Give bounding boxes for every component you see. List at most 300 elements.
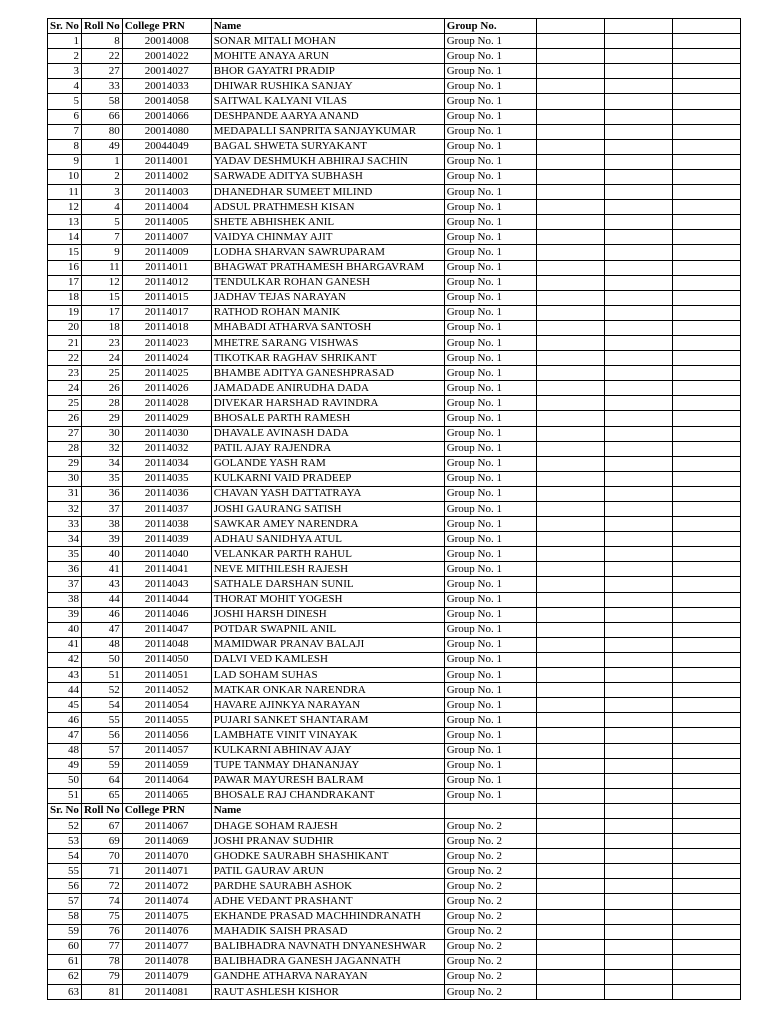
name-cell: TIKOTKAR RAGHAV SHRIKANT bbox=[211, 351, 444, 366]
empty-cell bbox=[672, 441, 740, 456]
roll-no-cell: 81 bbox=[81, 985, 122, 1000]
roll-no-cell: 79 bbox=[81, 969, 122, 984]
empty-cell bbox=[672, 154, 740, 169]
sr-no-cell: 8 bbox=[48, 139, 82, 154]
sr-no-cell: 24 bbox=[48, 381, 82, 396]
college-prn-cell: 20114065 bbox=[122, 788, 211, 803]
empty-cell bbox=[604, 366, 672, 381]
roll-no-cell: 76 bbox=[81, 924, 122, 939]
group-no-cell: Group No. 1 bbox=[444, 592, 536, 607]
roll-no-cell: 23 bbox=[81, 335, 122, 350]
roll-no-cell: 36 bbox=[81, 486, 122, 501]
name-cell: ADHAU SANIDHYA ATUL bbox=[211, 532, 444, 547]
college-prn-cell: 20114054 bbox=[122, 698, 211, 713]
name-cell: SARWADE ADITYA SUBHASH bbox=[211, 169, 444, 184]
table-row bbox=[48, 607, 741, 622]
roll-no-cell: 35 bbox=[81, 471, 122, 486]
empty-cell bbox=[672, 79, 740, 94]
sr-no-cell: 29 bbox=[48, 456, 82, 471]
college-prn-cell: 20114044 bbox=[122, 592, 211, 607]
empty-cell bbox=[604, 215, 672, 230]
empty-cell bbox=[672, 200, 740, 215]
group-no-cell: Group No. 1 bbox=[444, 245, 536, 260]
roll-no-cell: 7 bbox=[81, 230, 122, 245]
empty-cell bbox=[536, 200, 604, 215]
empty-cell bbox=[672, 622, 740, 637]
sr-no-cell: 41 bbox=[48, 637, 82, 652]
empty-cell bbox=[536, 909, 604, 924]
name-cell: TENDULKAR ROHAN GANESH bbox=[211, 275, 444, 290]
group-no-cell: Group No. 2 bbox=[444, 834, 536, 849]
empty-cell bbox=[604, 713, 672, 728]
empty-cell bbox=[672, 637, 740, 652]
empty-cell bbox=[536, 290, 604, 305]
college-prn-cell: 20114012 bbox=[122, 275, 211, 290]
group-no-cell: Group No. 1 bbox=[444, 743, 536, 758]
empty-cell bbox=[604, 939, 672, 954]
sr-no-cell: 53 bbox=[48, 834, 82, 849]
empty-cell bbox=[536, 743, 604, 758]
sr-no-cell: 27 bbox=[48, 426, 82, 441]
sr-no-cell: 60 bbox=[48, 939, 82, 954]
table-row bbox=[48, 909, 741, 924]
empty-cell bbox=[604, 879, 672, 894]
name-cell: RAUT ASHLESH KISHOR bbox=[211, 985, 444, 1000]
group-no-cell: Group No. 1 bbox=[444, 366, 536, 381]
sr-no-cell: 55 bbox=[48, 864, 82, 879]
empty-cell bbox=[536, 124, 604, 139]
college-prn-cell: 20114028 bbox=[122, 396, 211, 411]
empty-cell bbox=[604, 34, 672, 49]
roll-no-cell: 78 bbox=[81, 954, 122, 969]
name-cell: DHAGE SOHAM RAJESH bbox=[211, 818, 444, 833]
group-no-cell: Group No. 1 bbox=[444, 260, 536, 275]
empty-cell bbox=[604, 758, 672, 773]
roll-no-cell: 49 bbox=[81, 139, 122, 154]
empty-cell bbox=[672, 139, 740, 154]
group-no-cell: Group No. 1 bbox=[444, 622, 536, 637]
sr-no-cell: 4 bbox=[48, 79, 82, 94]
group-no-cell: Group No. 1 bbox=[444, 275, 536, 290]
sr-no-cell: 5 bbox=[48, 94, 82, 109]
college-prn-cell: 20114047 bbox=[122, 622, 211, 637]
empty-cell bbox=[672, 351, 740, 366]
table-row bbox=[48, 320, 741, 335]
table-row bbox=[48, 79, 741, 94]
table-row bbox=[48, 698, 741, 713]
sr-no-cell: 45 bbox=[48, 698, 82, 713]
group-no-cell: Group No. 1 bbox=[444, 320, 536, 335]
college-prn-cell: 20114005 bbox=[122, 215, 211, 230]
name-cell: PATIL AJAY RAJENDRA bbox=[211, 441, 444, 456]
college-prn-cell: 20114039 bbox=[122, 532, 211, 547]
table-row bbox=[48, 486, 741, 501]
name-cell: MAHADIK SAISH PRASAD bbox=[211, 924, 444, 939]
empty-cell bbox=[604, 743, 672, 758]
table-row bbox=[48, 169, 741, 184]
roll-no-cell: 80 bbox=[81, 124, 122, 139]
empty-cell bbox=[604, 622, 672, 637]
empty-cell bbox=[604, 335, 672, 350]
empty-cell bbox=[672, 426, 740, 441]
sr-no-cell: 21 bbox=[48, 335, 82, 350]
sr-no-cell: 42 bbox=[48, 652, 82, 667]
table-row bbox=[48, 124, 741, 139]
roll-no-cell: 43 bbox=[81, 577, 122, 592]
empty-cell bbox=[672, 124, 740, 139]
roll-no-cell: 59 bbox=[81, 758, 122, 773]
sr-no-cell: 51 bbox=[48, 788, 82, 803]
empty-cell bbox=[604, 698, 672, 713]
roll-no-cell: 28 bbox=[81, 396, 122, 411]
roll-no-cell: 3 bbox=[81, 185, 122, 200]
sr-no-cell: 62 bbox=[48, 969, 82, 984]
empty-cell bbox=[536, 607, 604, 622]
college-prn-cell: 20114036 bbox=[122, 486, 211, 501]
empty-cell bbox=[536, 803, 604, 818]
sr-no-cell: 46 bbox=[48, 713, 82, 728]
empty-cell bbox=[536, 758, 604, 773]
college-prn-cell: 20114015 bbox=[122, 290, 211, 305]
empty-cell bbox=[536, 305, 604, 320]
college-prn-cell: 20114003 bbox=[122, 185, 211, 200]
table-row bbox=[48, 260, 741, 275]
name-cell: DIVEKAR HARSHAD RAVINDRA bbox=[211, 396, 444, 411]
group-no-cell: Group No. 1 bbox=[444, 547, 536, 562]
name-cell: THORAT MOHIT YOGESH bbox=[211, 592, 444, 607]
roll-no-cell: 57 bbox=[81, 743, 122, 758]
empty-cell bbox=[536, 818, 604, 833]
group-no-cell: Group No. 1 bbox=[444, 230, 536, 245]
empty-cell bbox=[604, 200, 672, 215]
group-no-cell: Group No. 1 bbox=[444, 396, 536, 411]
college-prn-cell: 20114001 bbox=[122, 154, 211, 169]
sr-no-cell: 44 bbox=[48, 683, 82, 698]
empty-cell bbox=[672, 49, 740, 64]
empty-cell bbox=[604, 185, 672, 200]
sr-no-cell: 49 bbox=[48, 758, 82, 773]
sr-no-cell: 59 bbox=[48, 924, 82, 939]
empty-cell bbox=[672, 788, 740, 803]
empty-cell bbox=[536, 79, 604, 94]
empty-cell bbox=[536, 154, 604, 169]
roll-no-cell: 34 bbox=[81, 456, 122, 471]
empty-cell bbox=[536, 185, 604, 200]
group-no-cell: Group No. 1 bbox=[444, 441, 536, 456]
group-no-cell: Group No. 1 bbox=[444, 471, 536, 486]
table-row bbox=[48, 894, 741, 909]
empty-cell bbox=[672, 532, 740, 547]
empty-cell bbox=[672, 275, 740, 290]
roll-no-cell: 77 bbox=[81, 939, 122, 954]
roll-no-header: Roll No bbox=[81, 803, 122, 818]
college-prn-cell: 20114081 bbox=[122, 985, 211, 1000]
table-row bbox=[48, 743, 741, 758]
group-no-cell: Group No. 1 bbox=[444, 426, 536, 441]
group-no-cell: Group No. 1 bbox=[444, 773, 536, 788]
group-no-cell: Group No. 1 bbox=[444, 185, 536, 200]
name-cell: RATHOD ROHAN MANIK bbox=[211, 305, 444, 320]
empty-cell bbox=[672, 909, 740, 924]
empty-cell bbox=[604, 502, 672, 517]
empty-cell bbox=[672, 818, 740, 833]
name-cell: ADSUL PRATHMESH KISAN bbox=[211, 200, 444, 215]
empty-cell bbox=[672, 396, 740, 411]
empty-cell bbox=[536, 64, 604, 79]
name-cell: LODHA SHARVAN SAWRUPARAM bbox=[211, 245, 444, 260]
table-row bbox=[48, 335, 741, 350]
empty-cell bbox=[672, 803, 740, 818]
group-no-cell: Group No. 1 bbox=[444, 381, 536, 396]
roll-no-cell: 22 bbox=[81, 49, 122, 64]
empty-cell bbox=[604, 818, 672, 833]
group-no-cell: Group No. 1 bbox=[444, 154, 536, 169]
table-row bbox=[48, 939, 741, 954]
roll-no-cell: 69 bbox=[81, 834, 122, 849]
name-cell: JOSHI GAURANG SATISH bbox=[211, 502, 444, 517]
roll-no-cell: 48 bbox=[81, 637, 122, 652]
sr-no-cell: 37 bbox=[48, 577, 82, 592]
empty-cell bbox=[672, 698, 740, 713]
college-prn-cell: 20114043 bbox=[122, 577, 211, 592]
sr-no-cell: 35 bbox=[48, 547, 82, 562]
table-row bbox=[48, 788, 741, 803]
empty-cell bbox=[536, 592, 604, 607]
roll-no-cell: 66 bbox=[81, 109, 122, 124]
group-no-header: Group No. bbox=[444, 19, 536, 34]
name-cell: SHETE ABHISHEK ANIL bbox=[211, 215, 444, 230]
sr-no-cell: 6 bbox=[48, 109, 82, 124]
empty-cell bbox=[672, 894, 740, 909]
name-cell: PARDHE SAURABH ASHOK bbox=[211, 879, 444, 894]
college-prn-cell: 20114034 bbox=[122, 456, 211, 471]
name-cell: BALIBHADRA NAVNATH DNYANESHWAR bbox=[211, 939, 444, 954]
empty-cell bbox=[672, 411, 740, 426]
name-cell: GANDHE ATHARVA NARAYAN bbox=[211, 969, 444, 984]
empty-cell bbox=[672, 486, 740, 501]
name-cell: JADHAV TEJAS NARAYAN bbox=[211, 290, 444, 305]
empty-cell bbox=[672, 969, 740, 984]
sr-no-cell: 20 bbox=[48, 320, 82, 335]
empty-cell bbox=[672, 502, 740, 517]
group-no-cell: Group No. 1 bbox=[444, 64, 536, 79]
roll-no-cell: 38 bbox=[81, 517, 122, 532]
sr-no-cell: 19 bbox=[48, 305, 82, 320]
empty-cell bbox=[604, 562, 672, 577]
empty-cell bbox=[536, 396, 604, 411]
empty-cell bbox=[604, 985, 672, 1000]
empty-cell bbox=[604, 441, 672, 456]
empty-cell bbox=[604, 924, 672, 939]
roll-no-cell: 37 bbox=[81, 502, 122, 517]
roll-no-cell: 2 bbox=[81, 169, 122, 184]
empty-cell bbox=[604, 532, 672, 547]
college-prn-header: College PRN bbox=[122, 803, 211, 818]
group-no-cell: Group No. 1 bbox=[444, 486, 536, 501]
table-row bbox=[48, 109, 741, 124]
name-cell: VAIDYA CHINMAY AJIT bbox=[211, 230, 444, 245]
roll-no-cell: 58 bbox=[81, 94, 122, 109]
table-row bbox=[48, 215, 741, 230]
empty-cell bbox=[604, 577, 672, 592]
name-header: Name bbox=[211, 19, 444, 34]
name-cell: DALVI VED KAMLESH bbox=[211, 652, 444, 667]
college-prn-cell: 20114030 bbox=[122, 426, 211, 441]
empty-cell bbox=[604, 849, 672, 864]
college-prn-cell: 20114035 bbox=[122, 471, 211, 486]
name-cell: DHIWAR RUSHIKA SANJAY bbox=[211, 79, 444, 94]
table-row bbox=[48, 517, 741, 532]
empty-cell bbox=[536, 652, 604, 667]
empty-cell bbox=[672, 64, 740, 79]
name-cell: PAWAR MAYURESH BALRAM bbox=[211, 773, 444, 788]
college-prn-cell: 20114050 bbox=[122, 652, 211, 667]
sr-no-cell: 38 bbox=[48, 592, 82, 607]
college-prn-cell: 20114046 bbox=[122, 607, 211, 622]
empty-cell bbox=[536, 441, 604, 456]
group-no-cell: Group No. 1 bbox=[444, 94, 536, 109]
group-no-cell: Group No. 1 bbox=[444, 215, 536, 230]
group-no-cell: Group No. 2 bbox=[444, 909, 536, 924]
table-row bbox=[48, 969, 741, 984]
group-no-cell: Group No. 1 bbox=[444, 34, 536, 49]
empty-cell bbox=[604, 79, 672, 94]
table-body bbox=[48, 19, 741, 1000]
sr-no-cell: 40 bbox=[48, 622, 82, 637]
group-no-cell: Group No. 1 bbox=[444, 728, 536, 743]
empty-cell bbox=[672, 924, 740, 939]
sr-no-cell: 14 bbox=[48, 230, 82, 245]
roll-no-cell: 71 bbox=[81, 864, 122, 879]
name-cell: BHAMBE ADITYA GANESHPRASAD bbox=[211, 366, 444, 381]
college-prn-cell: 20114059 bbox=[122, 758, 211, 773]
group-no-cell: Group No. 1 bbox=[444, 532, 536, 547]
name-cell: PUJARI SANKET SHANTARAM bbox=[211, 713, 444, 728]
roll-no-cell: 74 bbox=[81, 894, 122, 909]
group-no-cell: Group No. 2 bbox=[444, 924, 536, 939]
sr-no-cell: 57 bbox=[48, 894, 82, 909]
empty-cell bbox=[672, 849, 740, 864]
empty-cell bbox=[536, 728, 604, 743]
roll-no-cell: 65 bbox=[81, 788, 122, 803]
name-cell: DESHPANDE AARYA ANAND bbox=[211, 109, 444, 124]
empty-cell bbox=[604, 803, 672, 818]
empty-cell bbox=[536, 713, 604, 728]
roll-no-cell: 55 bbox=[81, 713, 122, 728]
empty-cell bbox=[672, 381, 740, 396]
empty-cell bbox=[672, 562, 740, 577]
empty-cell bbox=[672, 471, 740, 486]
table-row bbox=[48, 652, 741, 667]
roll-no-cell: 46 bbox=[81, 607, 122, 622]
header-row bbox=[48, 19, 741, 34]
table-row bbox=[48, 381, 741, 396]
roll-no-cell: 39 bbox=[81, 532, 122, 547]
college-prn-cell: 20114052 bbox=[122, 683, 211, 698]
roll-no-cell: 26 bbox=[81, 381, 122, 396]
name-cell: MAMIDWAR PRANAV BALAJI bbox=[211, 637, 444, 652]
empty-cell bbox=[604, 260, 672, 275]
repeated-header-row bbox=[48, 803, 741, 818]
group-no-cell: Group No. 1 bbox=[444, 577, 536, 592]
empty-cell bbox=[536, 517, 604, 532]
sr-no-cell: 10 bbox=[48, 169, 82, 184]
table-row bbox=[48, 230, 741, 245]
group-no-cell: Group No. 1 bbox=[444, 637, 536, 652]
college-prn-cell: 20114048 bbox=[122, 637, 211, 652]
name-cell: TUPE TANMAY DHANANJAY bbox=[211, 758, 444, 773]
college-prn-cell: 20114056 bbox=[122, 728, 211, 743]
table-row bbox=[48, 471, 741, 486]
college-prn-cell: 20114071 bbox=[122, 864, 211, 879]
empty-cell bbox=[672, 305, 740, 320]
empty-cell bbox=[604, 320, 672, 335]
group-no-cell: Group No. 1 bbox=[444, 668, 536, 683]
empty-cell bbox=[672, 19, 740, 34]
table-row bbox=[48, 305, 741, 320]
table-row bbox=[48, 94, 741, 109]
table-row bbox=[48, 426, 741, 441]
table-row bbox=[48, 441, 741, 456]
empty-cell bbox=[672, 169, 740, 184]
roll-no-cell: 17 bbox=[81, 305, 122, 320]
college-prn-cell: 20114079 bbox=[122, 969, 211, 984]
empty-cell bbox=[604, 49, 672, 64]
group-no-cell: Group No. 1 bbox=[444, 758, 536, 773]
college-prn-cell: 20114037 bbox=[122, 502, 211, 517]
roll-no-cell: 64 bbox=[81, 773, 122, 788]
empty-cell bbox=[672, 683, 740, 698]
table-row bbox=[48, 366, 741, 381]
sr-no-cell: 36 bbox=[48, 562, 82, 577]
empty-cell bbox=[672, 652, 740, 667]
group-no-cell: Group No. 1 bbox=[444, 683, 536, 698]
table-row bbox=[48, 547, 741, 562]
empty-cell bbox=[604, 471, 672, 486]
sr-no-cell: 48 bbox=[48, 743, 82, 758]
college-prn-cell: 20114026 bbox=[122, 381, 211, 396]
empty-cell bbox=[536, 426, 604, 441]
roll-no-cell: 33 bbox=[81, 79, 122, 94]
name-cell: VELANKAR PARTH RAHUL bbox=[211, 547, 444, 562]
table-row bbox=[48, 849, 741, 864]
college-prn-cell: 20114077 bbox=[122, 939, 211, 954]
empty-cell bbox=[672, 864, 740, 879]
roll-no-cell: 54 bbox=[81, 698, 122, 713]
empty-cell bbox=[604, 834, 672, 849]
group-no-cell: Group No. 2 bbox=[444, 894, 536, 909]
roll-no-cell: 27 bbox=[81, 64, 122, 79]
college-prn-cell: 20114072 bbox=[122, 879, 211, 894]
empty-cell bbox=[536, 969, 604, 984]
table-row bbox=[48, 290, 741, 305]
name-cell: BALIBHADRA GANESH JAGANNATH bbox=[211, 954, 444, 969]
group-no-cell: Group No. 1 bbox=[444, 305, 536, 320]
group-no-cell: Group No. 1 bbox=[444, 290, 536, 305]
empty-cell bbox=[672, 109, 740, 124]
sr-no-cell: 2 bbox=[48, 49, 82, 64]
empty-cell bbox=[536, 834, 604, 849]
college-prn-cell: 20014008 bbox=[122, 34, 211, 49]
empty-cell bbox=[604, 592, 672, 607]
name-cell: LAD SOHAM SUHAS bbox=[211, 668, 444, 683]
table-row bbox=[48, 245, 741, 260]
group-no-cell: Group No. 1 bbox=[444, 139, 536, 154]
empty-cell bbox=[672, 577, 740, 592]
empty-cell bbox=[604, 864, 672, 879]
sr-no-cell: 63 bbox=[48, 985, 82, 1000]
college-prn-cell: 20114025 bbox=[122, 366, 211, 381]
